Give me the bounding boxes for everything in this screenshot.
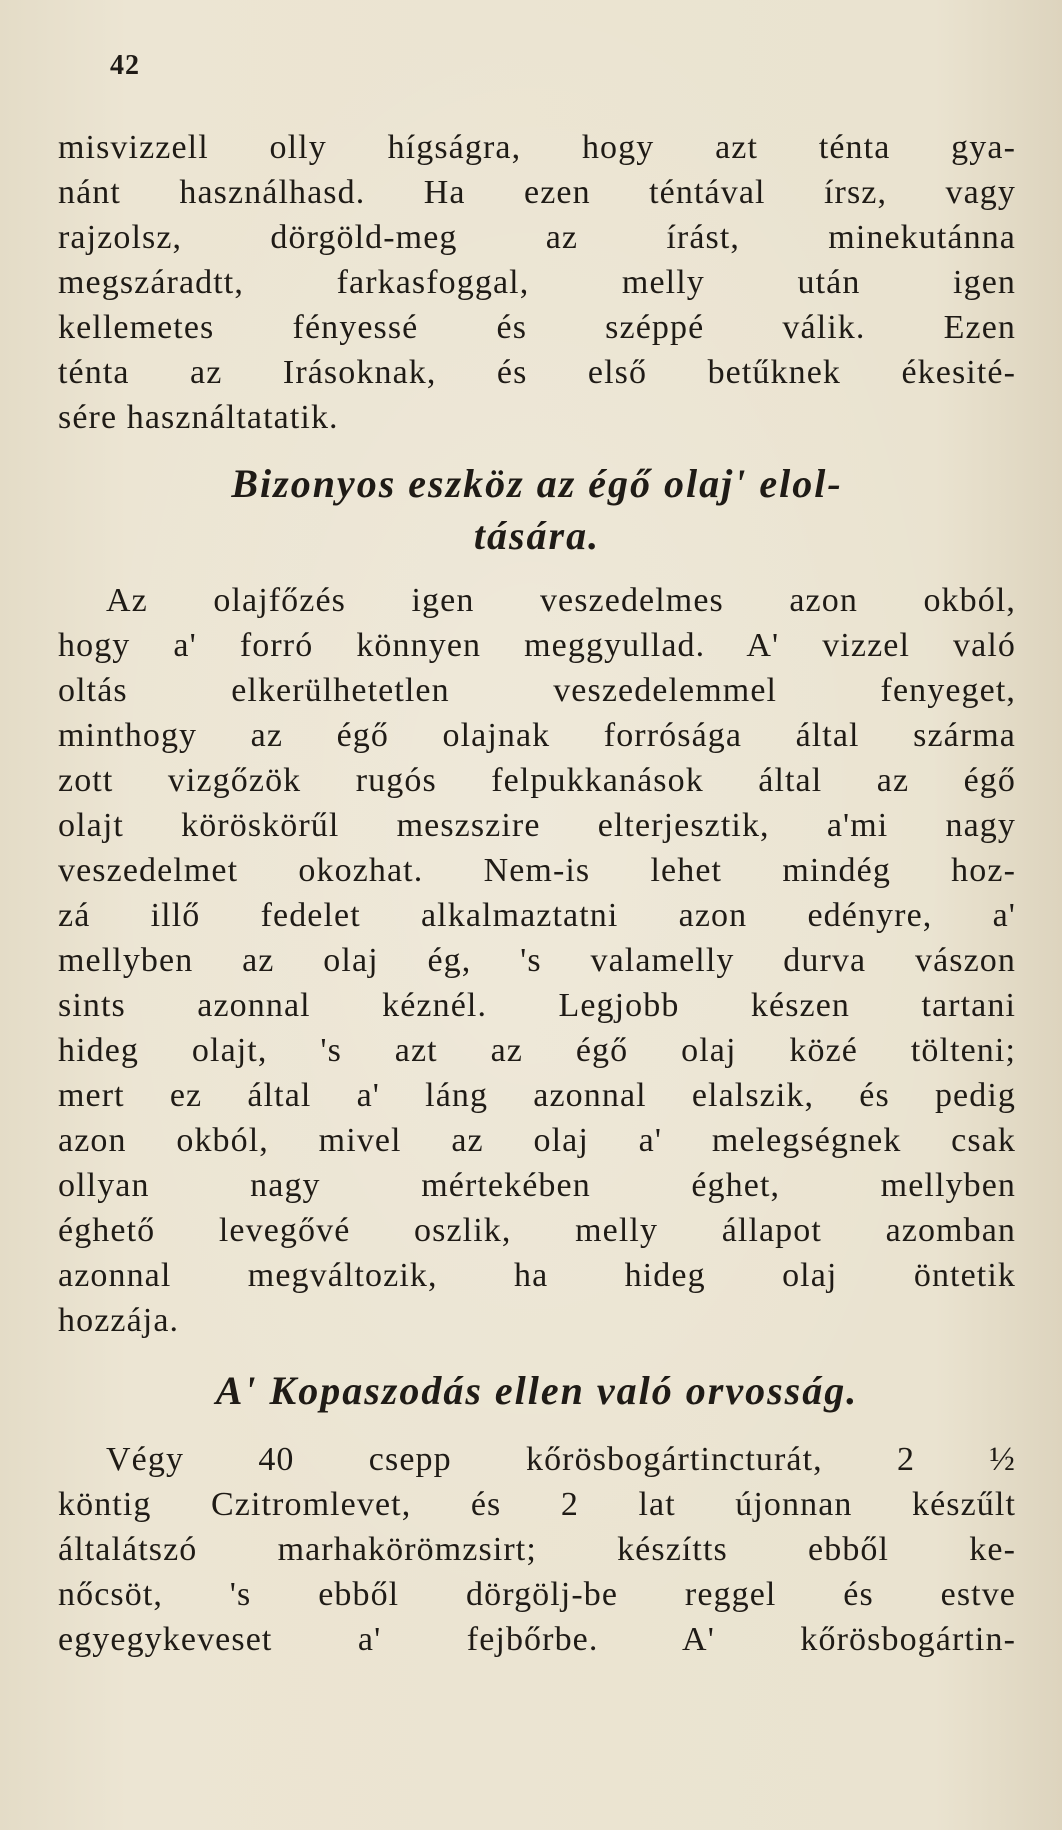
text-line: kellemetes fényessé és széppé válik. Ezen <box>58 309 1016 346</box>
text-line: nőcsöt, 's ebből dörgölj-be reggel és estve <box>58 1576 1016 1613</box>
text-line: hozzája. <box>58 1302 180 1339</box>
text-line: veszedelmet okozhat. Nem-is lehet mindég hoz- <box>58 852 1016 889</box>
text-line: olajt köröskörűl meszszire elterjesztik, a'mi nagy <box>58 807 1016 844</box>
text-line: általátszó marhaköröm​zsirt; készítts ebből ke- <box>58 1531 1016 1568</box>
text-line: oltás elkerülhetetlen veszedelemmel fenyeget, <box>58 672 1016 709</box>
section-heading-baldness-remedy <box>58 1365 1016 1417</box>
text-line: zott vizgőzök rugós felpukkanások által az égő <box>58 762 1016 799</box>
heading-line: tására. <box>473 513 601 558</box>
text-line: Az olajfőzés igen veszedelmes azon okból, <box>106 582 1016 619</box>
text-line: egyegykeveset a' fejbőrbe. A' kőrösbogártin- <box>58 1621 1016 1658</box>
section-heading-oil-fire <box>58 458 1016 562</box>
text-line: köntig Czitromlevet, és 2 lat újonnan készűlt <box>58 1486 1016 1523</box>
text-line: rajzolsz, dörgöld-meg az írást, minekutánna <box>58 219 1016 256</box>
paragraph-oil-fire <box>58 578 1016 1343</box>
text-line: azonnal megváltozik, ha hideg olaj öntetik <box>58 1257 1016 1294</box>
heading-line: A' Kopaszodás ellen való orvosság. <box>215 1368 859 1413</box>
text-line: hideg olajt, 's azt az égő olaj közé tölteni; <box>58 1032 1016 1069</box>
text-line: mellyben az olaj ég, 's valamelly durva vászon <box>58 942 1016 979</box>
text-line: mert ez által a' láng azonnal elalszik, és pedig <box>58 1077 1016 1114</box>
text-line: misvizzell olly hígságra, hogy azt ténta gya- <box>58 129 1016 166</box>
text-line: zá illő fedelet alkalmaztatni azon edényre, a' <box>58 897 1016 934</box>
text-line: hogy a' forró könnyen meggyullad. A' vizzel való <box>58 627 1016 664</box>
text-line: ténta az Irásoknak, és első betűknek ékesité- <box>58 354 1016 391</box>
text-line: azon okból, mivel az olaj a' melegségnek csak <box>58 1122 1016 1159</box>
paragraph-baldness-remedy <box>58 1437 1016 1662</box>
paragraph-ink-recipe-end <box>58 125 1016 440</box>
text-line: éghető levegővé oszlik, melly állapot azomban <box>58 1212 1016 1249</box>
text-line: ollyan nagy mértekében éghet, mellyben <box>58 1167 1016 1204</box>
text-line: sére használtatatik. <box>58 399 339 436</box>
text-line: nánt használhasd. Ha ezen téntával írsz, vagy <box>58 174 1016 211</box>
text-line: minthogy az égő olajnak forrósága által szárma <box>58 717 1016 754</box>
text-line: megszáradtt, farkasfoggal, melly után igen <box>58 264 1016 301</box>
page-number: 42 <box>110 50 140 81</box>
text-line: Végy 40 csepp kőrösbogártincturát, 2 ½ <box>106 1441 1016 1478</box>
text-line: sints azonnal kéznél. Legjobb készen tartani <box>58 987 1016 1024</box>
heading-line: Bizonyos eszköz az égő olaj' elol- <box>231 461 843 506</box>
